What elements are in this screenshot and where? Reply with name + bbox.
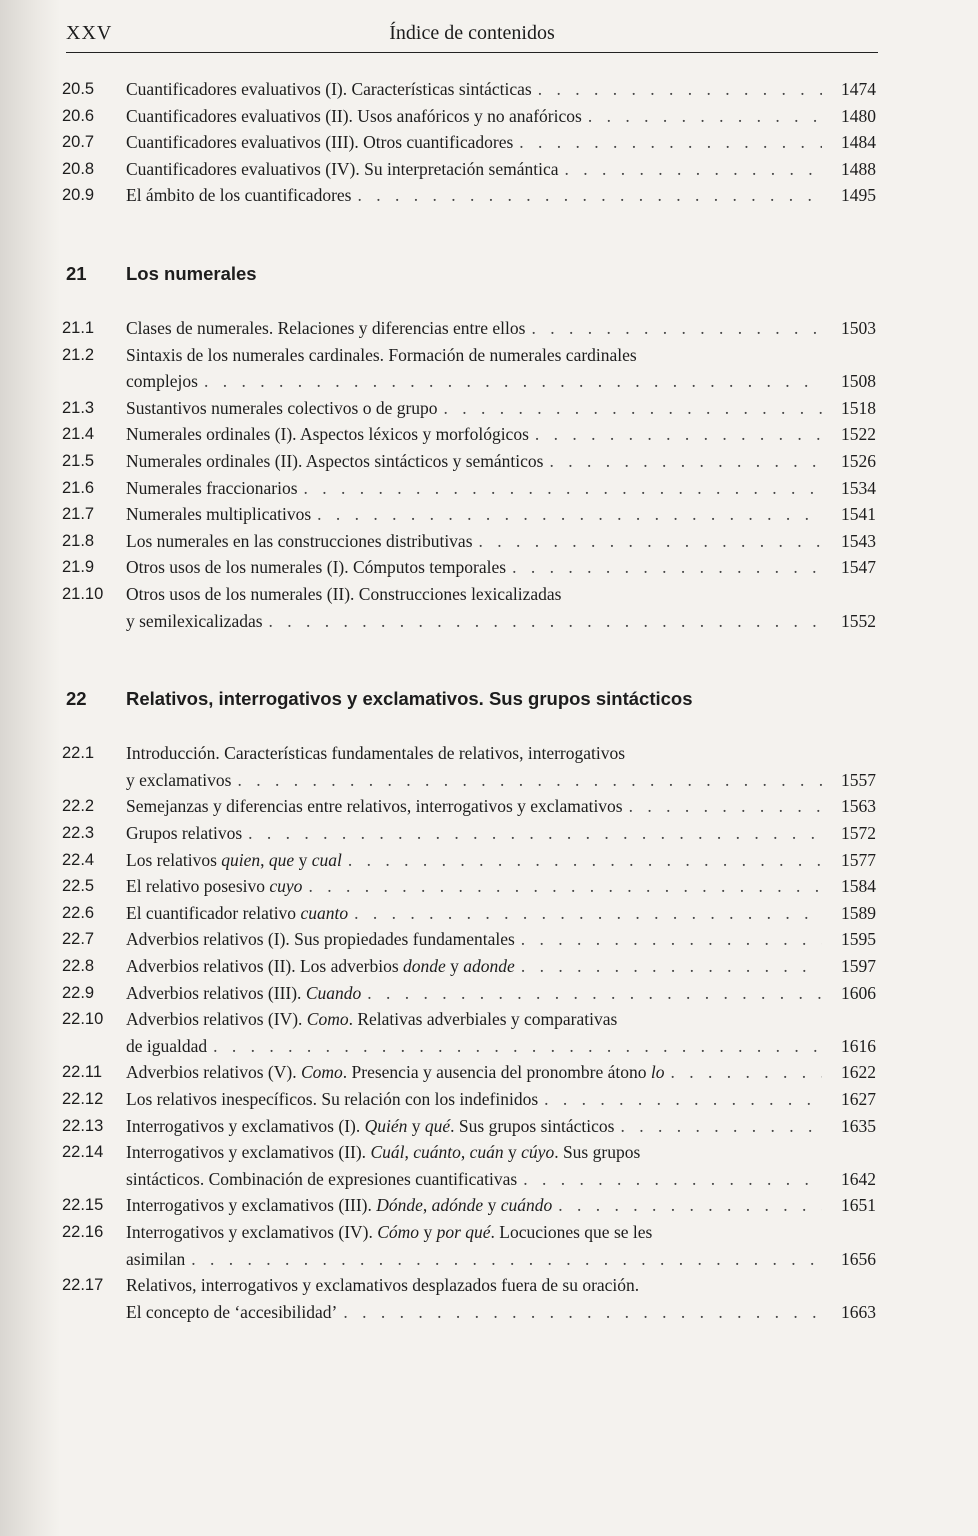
section-number: 22.9: [62, 983, 95, 1002]
chapter-number: 22: [66, 688, 87, 710]
dot-leader: [535, 421, 822, 447]
section-title-line: [126, 953, 876, 979]
section-title: El ámbito de los cuantificadores: [126, 185, 352, 206]
toc-entry[interactable]: [62, 1219, 876, 1272]
section-title: Numerales fraccionarios: [126, 477, 298, 498]
page-reference[interactable]: 1589: [841, 902, 876, 923]
section-number: 21.8: [62, 531, 95, 550]
toc-entry[interactable]: [62, 528, 876, 555]
page-reference[interactable]: 1642: [841, 1168, 876, 1189]
page-reference[interactable]: 1526: [841, 451, 876, 471]
dot-leader: [521, 953, 822, 979]
dot-leader: [512, 554, 822, 580]
section-title-line: [126, 793, 876, 819]
page-reference[interactable]: 1480: [841, 105, 876, 126]
section-title-line: [126, 1272, 876, 1298]
chapter-title: Los numerales: [126, 263, 257, 284]
section-title: Sintaxis de los numerales cardinales. Formación de numerales cardinales: [126, 344, 637, 365]
section-title: El relativo posesivo cuyo: [126, 876, 303, 897]
section-title-line: [126, 873, 876, 899]
section-title: Numerales ordinales (II). Aspectos sintácticos y semánticos: [126, 451, 544, 471]
section-title-line: [126, 103, 876, 129]
toc-entry[interactable]: [62, 315, 876, 342]
section-title-line: [126, 900, 876, 926]
dot-leader: [348, 847, 822, 873]
toc-entry[interactable]: [62, 793, 876, 820]
toc-entry[interactable]: [62, 926, 876, 953]
page-reference[interactable]: 1552: [841, 610, 876, 631]
section-number: 20.7: [62, 133, 95, 152]
section-title: Otros usos de los numerales (I). Cómputos temporales: [126, 557, 507, 578]
dot-leader: [248, 820, 822, 846]
chapter-number: 21: [66, 263, 87, 284]
section-title-line: [126, 1166, 876, 1192]
dot-leader: [538, 76, 822, 102]
section-number: 22.15: [62, 1196, 104, 1215]
section-number: 22.11: [62, 1063, 103, 1082]
section-title-line: [126, 129, 876, 155]
page-reference[interactable]: 1572: [841, 823, 876, 843]
section-title: Cuantificadores evaluativos (I). Características sintácticas: [126, 79, 532, 99]
section-title-line: [126, 1219, 876, 1245]
toc-entry[interactable]: [62, 76, 876, 103]
section-title: Interrogativos y exclamativos (I). Quién y qué. Sus grupos sintácticos: [126, 1115, 615, 1136]
toc-entry[interactable]: [62, 342, 876, 395]
section-title: Interrogativos y exclamativos (IV). Cómo y por qué. Locuciones que se les: [126, 1222, 653, 1242]
section-title: Sustantivos numerales colectivos o de grupo: [126, 397, 438, 418]
dot-leader: [620, 1113, 822, 1139]
page-reference[interactable]: 1595: [841, 929, 876, 950]
section-number: 20.8: [62, 159, 95, 178]
section-title: Numerales multiplicativos: [126, 504, 312, 525]
page-reference[interactable]: 1597: [841, 956, 876, 976]
section-number: 21.10: [62, 585, 104, 603]
section-title-line: [126, 76, 876, 102]
page-reference[interactable]: 1488: [841, 158, 876, 179]
section-title-line: [126, 1006, 876, 1032]
section-title: Interrogativos y exclamativos (II). Cuál, cuánto, cuán y cúyo. Sus grupos: [126, 1142, 641, 1163]
dot-leader: [549, 448, 822, 474]
section-title-line: [126, 1059, 876, 1085]
section-title-line: [126, 528, 876, 554]
page-number: XXV: [66, 22, 113, 44]
page-reference[interactable]: 1584: [841, 876, 876, 897]
section-title-line: [126, 847, 876, 873]
toc-entry[interactable]: [62, 448, 876, 475]
section-title-line: [126, 156, 876, 182]
running-head: [66, 18, 878, 53]
section-number: 21.2: [62, 345, 95, 364]
section-number: 20.9: [62, 186, 95, 205]
section-title: Numerales ordinales (I). Aspectos léxicos y morfológicos: [126, 424, 529, 445]
section-number: 22.14: [62, 1143, 104, 1162]
page-reference[interactable]: 1503: [841, 318, 876, 338]
toc-entry[interactable]: [62, 501, 876, 528]
page-reference[interactable]: 1656: [841, 1248, 876, 1269]
section-title-line: [126, 740, 876, 766]
section-number: 21.1: [62, 319, 95, 337]
toc-entry[interactable]: [62, 182, 876, 209]
page-reference[interactable]: 1518: [841, 397, 876, 418]
section-title-line: [126, 1139, 876, 1165]
page-reference[interactable]: 1577: [841, 849, 876, 870]
section-title-line: [126, 1086, 876, 1112]
dot-leader: [304, 475, 822, 501]
section-title: Otros usos de los numerales (II). Construcciones lexicalizadas: [126, 584, 562, 604]
section-title-line: [126, 554, 876, 580]
dot-leader: [523, 1166, 822, 1192]
section-title: Adverbios relativos (IV). Como. Relativas adverbiales y comparativas: [126, 1009, 618, 1030]
section-number: 22.5: [62, 877, 95, 896]
section-title-line: [126, 1246, 876, 1272]
section-title: Interrogativos y exclamativos (III). Dónde, adónde y cuándo: [126, 1195, 553, 1216]
section-title: Clases de numerales. Relaciones y diferencias entre ellos: [126, 318, 526, 338]
toc-entry[interactable]: [62, 820, 876, 847]
section-number: 21.6: [62, 478, 95, 497]
section-title: Introducción. Características fundamentales de relativos, interrogativos: [126, 743, 626, 764]
section-title: Cuantificadores evaluativos (III). Otros cuantificadores: [126, 132, 514, 153]
section-number: 21.7: [62, 505, 95, 524]
page-reference[interactable]: 1522: [841, 424, 876, 445]
section-number: 21.9: [62, 558, 95, 577]
section-title: Relativos, interrogativos y exclamativos desplazados fuera de su oración.: [126, 1275, 640, 1296]
toc-entry[interactable]: [62, 1139, 876, 1192]
section-number: 21.3: [62, 398, 95, 417]
dot-leader: [531, 315, 822, 341]
section-number: 20.6: [62, 106, 95, 125]
section-title: y semilexicalizadas: [126, 610, 263, 631]
toc-entry[interactable]: [62, 1192, 876, 1219]
section-title: Los numerales en las construcciones distributivas: [126, 530, 473, 551]
page-reference[interactable]: 1543: [841, 530, 876, 551]
page-reference[interactable]: 1534: [841, 477, 876, 498]
section-title-line: [126, 395, 876, 421]
section-title-line: [126, 315, 876, 341]
section-number: 22.3: [62, 824, 95, 842]
toc-entry[interactable]: [62, 129, 876, 156]
section-title-line: [126, 926, 876, 952]
toc-entry[interactable]: [62, 581, 876, 634]
toc-entry[interactable]: [62, 740, 876, 793]
section-title: Cuantificadores evaluativos (II). Usos anafóricos y no anafóricos: [126, 105, 582, 126]
toc-entry[interactable]: [62, 1006, 876, 1059]
section-title: Cuantificadores evaluativos (IV). Su interpretación semántica: [126, 158, 559, 179]
section-title: Adverbios relativos (III). Cuando: [126, 982, 362, 1003]
page-reference[interactable]: 1508: [841, 371, 876, 392]
toc-entry[interactable]: [62, 1059, 876, 1086]
section-title-line: [126, 1113, 876, 1139]
section-title: Los relativos quien, que y cual: [126, 849, 342, 870]
dot-leader: [588, 103, 822, 129]
section-number: 22.16: [62, 1223, 104, 1241]
section-number: 22.13: [62, 1116, 104, 1135]
section-title-line: [126, 767, 876, 793]
page-reference[interactable]: 1627: [841, 1089, 876, 1109]
toc-entry[interactable]: [62, 873, 876, 900]
section-number: 22.12: [62, 1090, 104, 1108]
toc-entry[interactable]: [62, 953, 876, 980]
toc-entry[interactable]: [62, 1086, 876, 1113]
section-number: 22.8: [62, 957, 95, 975]
dot-leader: [519, 129, 822, 155]
section-number: 21.4: [62, 425, 95, 444]
toc-entry[interactable]: [62, 395, 876, 422]
toc-entry[interactable]: [62, 900, 876, 927]
toc-entry[interactable]: [62, 980, 876, 1007]
page-reference[interactable]: 1651: [841, 1195, 876, 1216]
section-number: 22.4: [62, 850, 95, 869]
section-title-line: [126, 1192, 876, 1218]
section-title: El cuantificador relativo cuanto: [126, 902, 349, 923]
section-title: de igualdad: [126, 1035, 208, 1056]
section-number: 22.1: [62, 744, 95, 763]
dot-leader: [317, 501, 822, 527]
dot-leader: [269, 608, 822, 634]
toc-entry[interactable]: [62, 103, 876, 130]
dot-leader: [204, 368, 822, 394]
page-reference[interactable]: 1547: [841, 557, 876, 578]
section-title-line: [126, 1299, 876, 1325]
page-reference[interactable]: 1606: [841, 982, 876, 1003]
section-title-line: [126, 608, 876, 634]
page-reference[interactable]: 1616: [841, 1035, 876, 1056]
page-reference[interactable]: 1541: [841, 504, 876, 525]
page-reference[interactable]: 1495: [841, 185, 876, 206]
section-title: Adverbios relativos (I). Sus propiedades fundamentales: [126, 929, 515, 950]
section-number: 20.5: [62, 80, 95, 98]
dot-leader: [671, 1059, 823, 1085]
section-title-line: [126, 368, 876, 394]
section-title-line: [126, 1033, 876, 1059]
section-number: 22.10: [62, 1010, 104, 1029]
toc-entry[interactable]: [62, 1272, 876, 1325]
section-title: Grupos relativos: [126, 823, 243, 843]
page-reference[interactable]: 1563: [841, 796, 876, 817]
page-reference[interactable]: 1557: [841, 769, 876, 790]
dot-leader: [367, 980, 822, 1006]
toc-entry[interactable]: [62, 156, 876, 183]
section-title-line: [126, 421, 876, 447]
toc-entry[interactable]: [62, 475, 876, 502]
dot-leader: [544, 1086, 822, 1112]
section-number: 22.7: [62, 930, 95, 949]
dot-leader: [354, 900, 822, 926]
chapter-title: Relativos, interrogativos y exclamativos. Sus grupos sintácticos: [126, 688, 693, 710]
dot-leader: [343, 1299, 822, 1325]
section-title-line: [126, 581, 876, 607]
section-title: Los relativos inespecíficos. Su relación con los indefinidos: [126, 1089, 539, 1109]
section-title: Adverbios relativos (II). Los adverbios donde y adonde: [126, 956, 515, 976]
dot-leader: [237, 767, 822, 793]
section-title: El concepto de ‘accesibilidad’: [126, 1301, 338, 1322]
dot-leader: [629, 793, 822, 819]
section-number: 21.5: [62, 452, 95, 470]
section-number: 22.17: [62, 1276, 104, 1295]
section-title: y exclamativos: [126, 769, 232, 790]
page-reference[interactable]: 1635: [841, 1115, 876, 1136]
dot-leader: [564, 156, 822, 182]
section-number: 22.6: [62, 903, 95, 922]
toc-entry[interactable]: [62, 421, 876, 448]
dot-leader: [521, 926, 822, 952]
section-title: asimilan: [126, 1248, 186, 1269]
section-title-line: [126, 820, 876, 846]
dot-leader: [444, 395, 822, 421]
section-title-line: [126, 501, 876, 527]
toc-entry[interactable]: [62, 1113, 876, 1140]
toc-entry[interactable]: [62, 554, 876, 581]
dot-leader: [479, 528, 822, 554]
toc-entry[interactable]: [62, 847, 876, 874]
running-title: Índice de contenidos: [389, 22, 555, 44]
dot-leader: [213, 1033, 822, 1059]
section-title-line: [126, 980, 876, 1006]
section-title: complejos: [126, 371, 198, 392]
section-title: Semejanzas y diferencias entre relativos, interrogativos y exclamativos: [126, 796, 623, 817]
section-title: Adverbios relativos (V). Como. Presencia y ausencia del pronombre átono lo: [126, 1062, 665, 1083]
dot-leader: [308, 873, 822, 899]
section-title-line: [126, 182, 876, 208]
dot-leader: [191, 1246, 822, 1272]
section-title: sintácticos. Combinación de expresiones cuantificativas: [126, 1168, 518, 1189]
section-title-line: [126, 342, 876, 368]
page-reference[interactable]: 1663: [841, 1301, 876, 1322]
section-title-line: [126, 475, 876, 501]
section-number: 22.2: [62, 797, 95, 816]
section-title-line: [126, 448, 876, 474]
page-reference[interactable]: 1484: [841, 132, 876, 153]
page-reference[interactable]: 1622: [841, 1062, 876, 1083]
dot-leader: [357, 182, 822, 208]
page-reference[interactable]: 1474: [841, 79, 876, 99]
dot-leader: [558, 1192, 822, 1218]
